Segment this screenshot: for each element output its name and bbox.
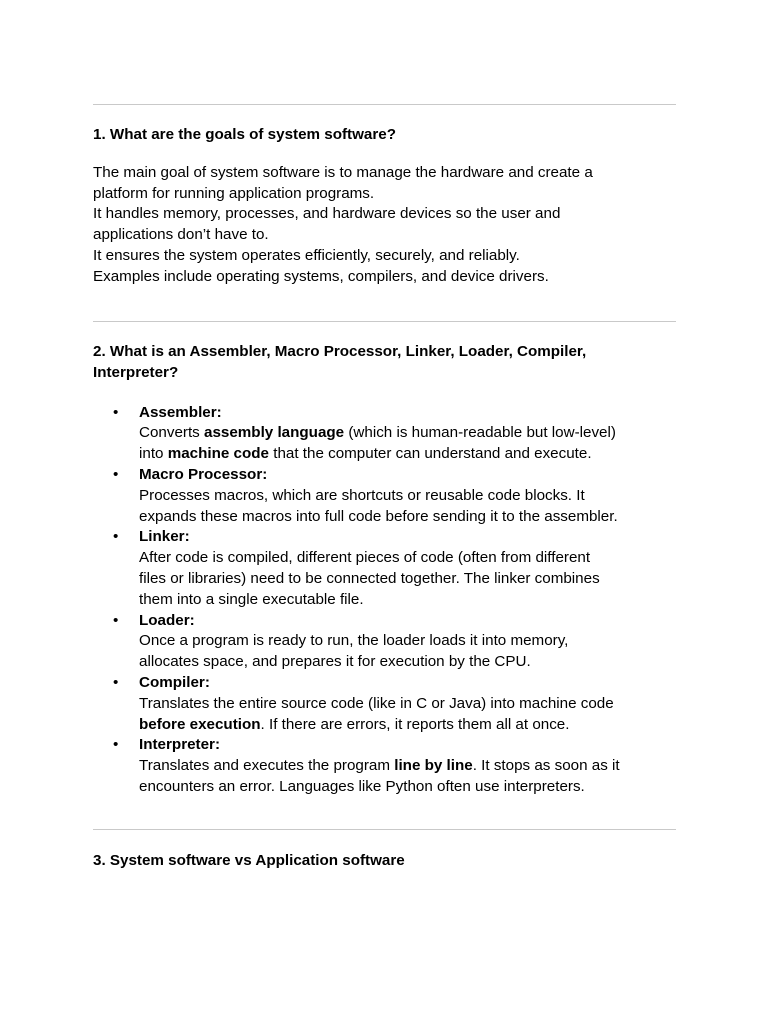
list-item-interpreter <box>93 735 683 797</box>
body-line: Examples include operating systems, compilers, and device drivers. <box>93 267 549 285</box>
text: Converts <box>139 424 204 442</box>
text: that the computer can understand and execute. <box>269 445 592 463</box>
description: After code is compiled, different pieces of code (often from different <box>139 549 591 567</box>
bullet-icon: • <box>113 403 119 421</box>
divider-2 <box>93 321 676 322</box>
section-1-body <box>93 163 683 288</box>
section-1 <box>93 125 683 288</box>
text: . It stops as soon as it <box>472 757 620 775</box>
bold-text: before execution <box>139 715 261 733</box>
list-item-linker <box>93 527 683 610</box>
section-3 <box>93 851 683 872</box>
description: Processes macros, which are shortcuts or reusable code blocks. It <box>139 486 585 504</box>
body-line: The main goal of system software is to manage the hardware and create a <box>93 163 593 181</box>
bold-text: machine code <box>167 445 270 463</box>
list-item-macro-processor <box>93 465 683 527</box>
divider-3 <box>93 829 676 830</box>
description: Once a program is ready to run, the loader loads it into memory, <box>139 632 569 650</box>
body-line: It handles memory, processes, and hardware devices so the user and <box>93 205 561 223</box>
bullet-icon: • <box>113 465 119 483</box>
text: into <box>139 445 168 463</box>
term-linker: Linker: <box>139 528 190 546</box>
description: files or libraries) need to be connected together. The linker combines <box>139 569 600 587</box>
text: (which is human-readable but low-level) <box>344 424 616 442</box>
term-macro-processor: Macro Processor: <box>139 465 268 483</box>
description <box>139 715 683 736</box>
bullet-icon: • <box>113 528 119 546</box>
description <box>139 444 683 465</box>
description <box>139 756 683 777</box>
term-compiler: Compiler: <box>139 673 210 691</box>
bold-text: line by line <box>394 757 473 775</box>
bullet-icon: • <box>113 611 119 629</box>
description: allocates space, and prepares it for execution by the CPU. <box>139 653 531 671</box>
bullet-icon: • <box>113 736 119 754</box>
section-3-heading: 3. System software vs Application software <box>93 852 405 869</box>
description: Translates the entire source code (like in C or Java) into machine code <box>139 694 614 712</box>
text: Translates and executes the program <box>139 757 395 775</box>
body-line: It ensures the system operates efficiently, securely, and reliably. <box>93 246 520 264</box>
body-line: applications don’t have to. <box>93 226 269 244</box>
section-2-heading <box>93 342 683 384</box>
body-line: platform for running application programs. <box>93 184 375 202</box>
list-item-assembler <box>93 403 683 465</box>
divider-1 <box>93 104 676 105</box>
description: them into a single executable file. <box>139 590 364 608</box>
section-1-heading: 1. What are the goals of system software? <box>93 126 396 143</box>
term-loader: Loader: <box>139 611 195 629</box>
term-interpreter: Interpreter: <box>139 736 221 754</box>
bold-text: assembly language <box>204 424 345 442</box>
list-item-compiler <box>93 673 683 735</box>
text: . If there are errors, it reports them all at once. <box>260 715 570 733</box>
heading-line: Interpreter? <box>93 363 179 381</box>
description: expands these macros into full code before sending it to the assembler. <box>139 507 618 525</box>
description: encounters an error. Languages like Python often use interpreters. <box>139 777 585 795</box>
bullet-icon: • <box>113 673 119 691</box>
definitions-list <box>93 403 683 798</box>
description <box>139 423 683 444</box>
section-2 <box>93 342 683 798</box>
list-item-loader <box>93 611 683 673</box>
heading-line: 2. What is an Assembler, Macro Processor, Linker, Loader, Compiler, <box>93 343 587 360</box>
term-assembler: Assembler: <box>139 403 222 421</box>
